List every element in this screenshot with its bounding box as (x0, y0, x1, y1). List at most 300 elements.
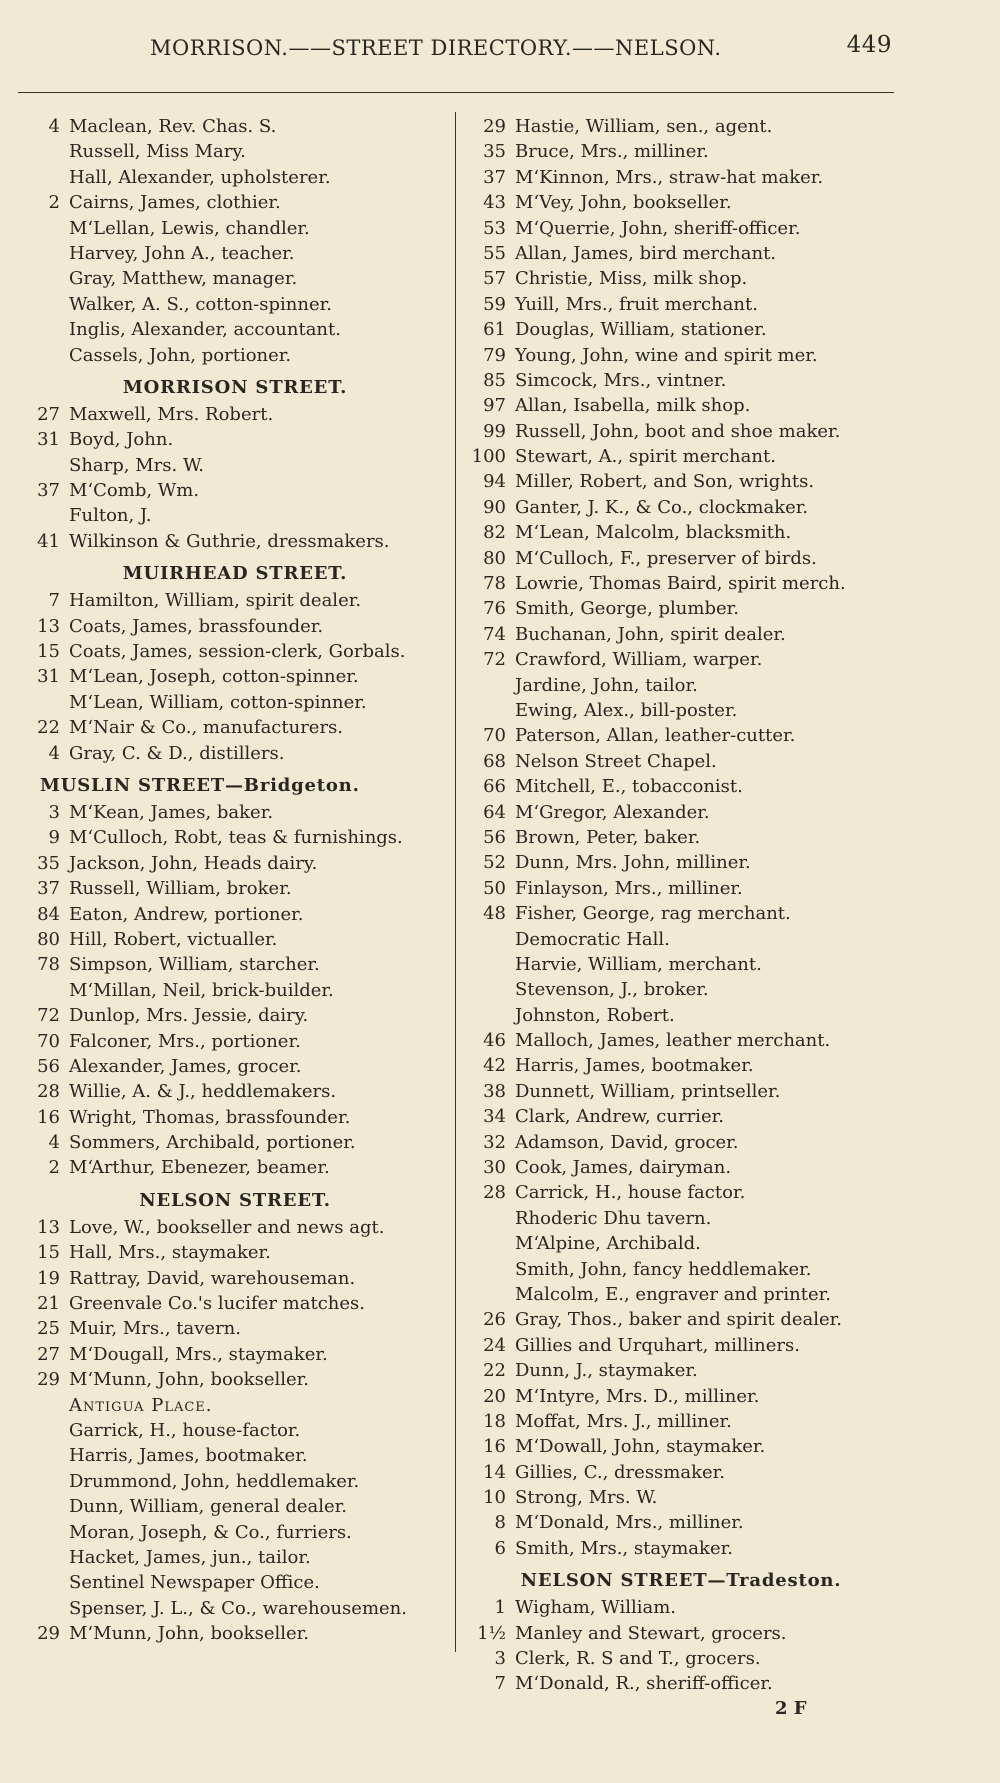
directory-entry (20, 1291, 450, 1316)
entry-text: Hall, Alexander, upholsterer. (69, 166, 331, 188)
entry-text: Finlayson, Mrs., milliner. (515, 877, 743, 899)
directory-entry (20, 1545, 450, 1570)
directory-entry (20, 876, 450, 901)
entry-text: Willie, A. & J., heddlemakers. (69, 1081, 337, 1103)
page-number: 449 (846, 32, 892, 58)
street-heading-text: MUIRHEAD STREET. (122, 563, 348, 585)
street-heading (20, 1181, 450, 1215)
entry-text: Brown, Peter, baker. (515, 826, 701, 848)
house-number: 22 (37, 717, 60, 739)
house-number: 56 (37, 1055, 60, 1077)
house-number: 37 (37, 878, 60, 900)
directory-entry (466, 317, 896, 342)
entry-text: Gray, C. & D., distillers. (69, 742, 285, 764)
entry-text: Antigua Place. (69, 1394, 213, 1416)
entry-text: Hamilton, William, spirit dealer. (69, 590, 362, 612)
directory-entry (466, 1028, 896, 1053)
entry-text: Russell, John, boot and shoe maker. (515, 420, 841, 442)
house-number: 82 (483, 522, 506, 544)
house-number: 80 (37, 928, 60, 950)
directory-entry (466, 241, 896, 266)
entry-text: Russell, William, broker. (69, 878, 292, 900)
entry-text: M‘Dowall, John, staymaker. (515, 1436, 766, 1458)
entry-text: Hacket, James, jun., tailor. (69, 1546, 311, 1568)
entry-text: Clerk, R. S and T., grocers. (515, 1648, 761, 1670)
house-number: 3 (48, 801, 60, 823)
directory-entry (466, 1409, 896, 1434)
directory-entry (466, 673, 896, 698)
house-number: 38 (483, 1080, 506, 1102)
house-number: 35 (483, 141, 506, 163)
entry-text: Walker, A. S., cotton-spinner. (69, 293, 332, 315)
directory-entry (466, 520, 896, 545)
entry-text: Simpson, William, starcher. (69, 954, 320, 976)
directory-entry (466, 368, 896, 393)
directory-entry (466, 1460, 896, 1485)
street-heading (20, 368, 450, 402)
entry-text: Rhoderic Dhu tavern. (515, 1207, 712, 1229)
directory-entry (466, 952, 896, 977)
entry-text: Gray, Matthew, manager. (69, 268, 298, 290)
entry-text: M‘Intyre, Mrs. D., milliner. (515, 1385, 760, 1407)
entry-text: M‘Comb, Wm. (69, 480, 200, 502)
directory-entry (20, 1342, 450, 1367)
house-number: 37 (483, 166, 506, 188)
entry-text: M‘Vey, John, bookseller. (515, 192, 732, 214)
directory-entry (466, 1595, 896, 1620)
house-number: 31 (37, 666, 60, 688)
entry-text: M‘Munn, John, bookseller. (69, 1369, 309, 1391)
entry-text: Ganter, J. K., & Co., clockmaker. (515, 496, 809, 518)
directory-entry (466, 139, 896, 164)
entry-text: Harris, James, bootmaker. (515, 1055, 754, 1077)
house-number: 6 (494, 1537, 506, 1559)
entry-text: Russell, Miss Mary. (69, 141, 246, 163)
directory-entry (20, 800, 450, 825)
entry-text: M‘Querrie, John, sheriff-officer. (515, 217, 801, 239)
directory-entry (466, 1130, 896, 1155)
directory-entry (466, 1646, 896, 1671)
directory-entry (466, 977, 896, 1002)
house-number: 78 (37, 954, 60, 976)
directory-entry (20, 402, 450, 427)
house-number: 64 (483, 801, 506, 823)
entry-text: Maclean, Rev. Chas. S. (69, 116, 277, 137)
house-number: 78 (483, 573, 506, 595)
entry-text: Johnston, Robert. (515, 1004, 675, 1026)
directory-entry (466, 292, 896, 317)
house-number: 100 (471, 446, 506, 468)
entry-text: Moffat, Mrs. J., milliner. (515, 1410, 732, 1432)
house-number: 22 (483, 1360, 506, 1382)
entry-text: Fulton, J. (69, 505, 152, 527)
entry-text: Democratic Hall. (515, 928, 670, 950)
house-number: 1½ (477, 1622, 506, 1644)
directory-entry (466, 1003, 896, 1028)
entry-text: M‘Millan, Neil, brick-builder. (69, 979, 334, 1001)
directory-entry (466, 1536, 896, 1561)
entry-text: Cairns, James, clothier. (69, 192, 281, 214)
house-number: 70 (483, 725, 506, 747)
directory-entry (20, 1266, 450, 1291)
entry-text: Mitchell, E., tobacconist. (515, 776, 743, 798)
directory-entry (466, 698, 896, 723)
entry-text: Gillies and Urquhart, milliners. (515, 1334, 800, 1356)
entry-text: Falconer, Mrs., portioner. (69, 1030, 301, 1052)
entry-text: Boyd, John. (69, 429, 174, 451)
entry-text: Gillies, C., dressmaker. (515, 1461, 725, 1483)
entry-text: Eaton, Andrew, portioner. (69, 903, 304, 925)
directory-entry (20, 1003, 450, 1028)
directory-entry (20, 1155, 450, 1180)
entry-text: M‘Culloch, F., preserver of birds. (515, 547, 817, 569)
entry-text: Stevenson, J., broker. (515, 979, 709, 1001)
entry-text: Wright, Thomas, brassfounder. (69, 1106, 351, 1128)
entry-text: Crawford, William, warper. (515, 649, 763, 671)
house-number: 24 (483, 1334, 506, 1356)
entry-text: Allan, James, bird merchant. (515, 242, 777, 264)
directory-entry (20, 1215, 450, 1240)
column-divider (455, 112, 456, 1652)
directory-entry (466, 1510, 896, 1535)
directory-entry (466, 850, 896, 875)
directory-entry (20, 1469, 450, 1494)
house-number: 70 (37, 1030, 60, 1052)
directory-entry (466, 800, 896, 825)
street-heading (20, 554, 450, 588)
entry-text: Buchanan, John, spirit dealer. (515, 623, 786, 645)
entry-text: Lowrie, Thomas Baird, spirit merch. (515, 573, 846, 595)
entry-text: Gray, Thos., baker and spirit dealer. (515, 1309, 842, 1331)
house-number: 90 (483, 496, 506, 518)
house-number: 1 (494, 1597, 506, 1619)
house-number: 59 (483, 293, 506, 315)
directory-entry (20, 1570, 450, 1595)
directory-entry (466, 825, 896, 850)
header-title: MORRISON.——STREET DIRECTORY.——NELSON. (150, 36, 722, 60)
directory-entry (466, 190, 896, 215)
entry-text: Jackson, John, Heads dairy. (69, 852, 318, 874)
house-number: 35 (37, 852, 60, 874)
directory-entry (20, 139, 450, 164)
entry-text: Hill, Robert, victualler. (69, 928, 278, 950)
directory-entry (20, 1443, 450, 1468)
street-heading (20, 766, 450, 800)
entry-text: Simcock, Mrs., vintner. (515, 369, 727, 391)
directory-entry (20, 1520, 450, 1545)
directory-entry (20, 343, 450, 368)
house-number: 32 (483, 1131, 506, 1153)
house-number: 13 (37, 615, 60, 637)
directory-entry (20, 1054, 450, 1079)
entry-text: Sentinel Newspaper Office. (69, 1572, 320, 1594)
directory-entry (466, 1155, 896, 1180)
house-number: 29 (37, 1623, 60, 1645)
entry-text: Christie, Miss, milk shop. (515, 268, 748, 290)
directory-entry (466, 723, 896, 748)
directory-entry (466, 596, 896, 621)
house-number: 30 (483, 1157, 506, 1179)
directory-entry (20, 1316, 450, 1341)
house-number: 15 (37, 641, 60, 663)
entry-text: Miller, Robert, and Son, wrights. (515, 471, 815, 493)
entry-text: M‘Arthur, Ebenezer, beamer. (69, 1157, 330, 1179)
entry-text: Inglis, Alexander, accountant. (69, 319, 341, 341)
entry-text: Harvey, John A., teacher. (69, 242, 295, 264)
house-number: 4 (48, 742, 60, 764)
entry-text: Drummond, John, heddlemaker. (69, 1470, 360, 1492)
directory-entry (20, 588, 450, 613)
house-number: 21 (37, 1293, 60, 1315)
house-number: 28 (37, 1081, 60, 1103)
directory-entry (20, 453, 450, 478)
directory-entry (20, 639, 450, 664)
entry-text: Douglas, William, stationer. (515, 319, 767, 341)
house-number: 41 (37, 530, 60, 552)
directory-entry (20, 190, 450, 215)
house-number: 9 (48, 827, 60, 849)
street-heading-text: MUSLIN STREET—Bridgeton. (40, 774, 360, 796)
house-number: 84 (37, 903, 60, 925)
directory-entry (466, 266, 896, 291)
directory-entry (466, 622, 896, 647)
directory-entry (466, 1333, 896, 1358)
entry-text: Yuill, Mrs., fruit merchant. (515, 293, 758, 315)
directory-entry (466, 114, 896, 139)
house-number: 97 (483, 395, 506, 417)
house-number: 66 (483, 776, 506, 798)
house-number: 4 (48, 116, 60, 137)
directory-entry (20, 292, 450, 317)
directory-entry (466, 546, 896, 571)
directory-entry (466, 1621, 896, 1646)
entry-text: Adamson, David, grocer. (515, 1131, 739, 1153)
entry-text: Allan, Isabella, milk shop. (515, 395, 751, 417)
directory-entry (466, 901, 896, 926)
directory-entry (20, 165, 450, 190)
house-number: 10 (483, 1487, 506, 1509)
directory-entry (466, 1434, 896, 1459)
house-number: 74 (483, 623, 506, 645)
left-column (20, 114, 450, 1646)
directory-entry (20, 978, 450, 1003)
entry-text: Cassels, John, portioner. (69, 344, 292, 366)
entry-text: Malloch, James, leather merchant. (515, 1030, 831, 1052)
house-number: 34 (483, 1106, 506, 1128)
directory-entry (466, 1206, 896, 1231)
directory-entry (466, 749, 896, 774)
entry-text: Dunnett, William, printseller. (515, 1080, 781, 1102)
house-number: 16 (37, 1106, 60, 1128)
entry-text: Hall, Mrs., staymaker. (69, 1242, 271, 1264)
house-number: 4 (48, 1132, 60, 1154)
house-number: 37 (37, 480, 60, 502)
entry-text: M‘Lellan, Lewis, chandler. (69, 217, 310, 239)
entry-text: Nelson Street Chapel. (515, 750, 717, 772)
signature-mark: 2 F (775, 1698, 807, 1719)
entry-text: Sharp, Mrs. W. (69, 454, 205, 476)
header-rule (18, 92, 894, 93)
directory-entry (20, 690, 450, 715)
house-number: 72 (37, 1005, 60, 1027)
directory-entry (20, 664, 450, 689)
house-number: 52 (483, 852, 506, 874)
entry-text: Garrick, H., house-factor. (69, 1419, 301, 1441)
entry-text: M‘Culloch, Robt, teas & furnishings. (69, 827, 403, 849)
entry-text: Jardine, John, tailor. (515, 674, 698, 696)
entry-text: Alexander, James, grocer. (69, 1055, 302, 1077)
house-number: 61 (483, 319, 506, 341)
directory-entry (20, 715, 450, 740)
entry-text: M‘Alpine, Archibald. (515, 1233, 701, 1255)
house-number: 57 (483, 268, 506, 290)
entry-text: Carrick, H., house factor. (515, 1182, 746, 1204)
directory-entry (466, 647, 896, 672)
house-number: 31 (37, 429, 60, 451)
house-number: 56 (483, 826, 506, 848)
entry-text: M‘Lean, Joseph, cotton-spinner. (69, 666, 359, 688)
entry-text: M‘Lean, William, cotton-spinner. (69, 691, 367, 713)
house-number: 48 (483, 903, 506, 925)
entry-text: Paterson, Allan, leather-cutter. (515, 725, 796, 747)
directory-entry (466, 774, 896, 799)
house-number: 27 (37, 403, 60, 425)
directory-entry (466, 927, 896, 952)
house-number: 2 (48, 192, 60, 214)
entry-text: Sommers, Archibald, portioner. (69, 1132, 356, 1154)
entry-text: Harris, James, bootmaker. (69, 1445, 308, 1467)
entry-text: Dunn, Mrs. John, milliner. (515, 852, 751, 874)
directory-entry (20, 851, 450, 876)
directory-entry (20, 902, 450, 927)
entry-text: M‘Kinnon, Mrs., straw-hat maker. (515, 166, 824, 188)
house-number: 72 (483, 649, 506, 671)
directory-entry (466, 1104, 896, 1129)
house-number: 80 (483, 547, 506, 569)
directory-entry (20, 1029, 450, 1054)
house-number: 76 (483, 598, 506, 620)
house-number: 55 (483, 242, 506, 264)
running-header (0, 32, 1000, 72)
entry-text: M‘Lean, Malcolm, blacksmith. (515, 522, 792, 544)
house-number: 15 (37, 1242, 60, 1264)
house-number: 29 (37, 1369, 60, 1391)
directory-entry (20, 1367, 450, 1392)
directory-entry (466, 1282, 896, 1307)
right-column (466, 114, 896, 1697)
directory-entry (20, 825, 450, 850)
entry-text: Smith, George, plumber. (515, 598, 739, 620)
directory-entry (466, 165, 896, 190)
directory-entry (466, 876, 896, 901)
entry-text: Ewing, Alex., bill-poster. (515, 699, 738, 721)
directory-entry (466, 419, 896, 444)
directory-entry (466, 1180, 896, 1205)
entry-text: Stewart, A., spirit merchant. (515, 446, 776, 468)
directory-entry (466, 1358, 896, 1383)
entry-text: Clark, Andrew, currier. (515, 1106, 724, 1128)
entry-text: Manley and Stewart, grocers. (515, 1622, 787, 1644)
street-heading-text: NELSON STREET. (139, 1189, 331, 1211)
directory-entry (20, 427, 450, 452)
house-number: 94 (483, 471, 506, 493)
directory-entry (20, 1130, 450, 1155)
directory-entry (466, 495, 896, 520)
entry-text: Bruce, Mrs., milliner. (515, 141, 709, 163)
entry-text: M‘Kean, James, baker. (69, 801, 274, 823)
entry-text: Malcolm, E., engraver and printer. (515, 1283, 831, 1305)
entry-text: M‘Dougall, Mrs., staymaker. (69, 1343, 328, 1365)
directory-entry (20, 317, 450, 342)
directory-entry (466, 216, 896, 241)
directory-entry (20, 1079, 450, 1104)
entry-text: Moran, Joseph, & Co., furriers. (69, 1521, 352, 1543)
entry-text: Wilkinson & Guthrie, dressmakers. (69, 530, 390, 552)
entry-text: Rattray, David, warehouseman. (69, 1267, 356, 1289)
entry-text: M‘Munn, John, bookseller. (69, 1623, 309, 1645)
directory-entry (466, 1053, 896, 1078)
house-number: 99 (483, 420, 506, 442)
house-number: 68 (483, 750, 506, 772)
entry-text: Coats, James, session-clerk, Gorbals. (69, 641, 406, 663)
house-number: 14 (483, 1461, 506, 1483)
house-number: 42 (483, 1055, 506, 1077)
entry-text: Smith, John, fancy heddlemaker. (515, 1258, 812, 1280)
house-number: 8 (494, 1512, 506, 1534)
directory-entry (20, 266, 450, 291)
entry-text: Greenvale Co.'s lucifer matches. (69, 1293, 365, 1315)
house-number: 28 (483, 1182, 506, 1204)
entry-text: Young, John, wine and spirit mer. (515, 344, 818, 366)
directory-entry (466, 393, 896, 418)
house-number: 85 (483, 369, 506, 391)
house-number: 27 (37, 1343, 60, 1365)
entry-text: Harvie, William, merchant. (515, 953, 762, 975)
directory-entry (20, 503, 450, 528)
house-number: 29 (483, 116, 506, 137)
entry-text: M‘Gregor, Alexander. (515, 801, 710, 823)
entry-text: Wigham, William. (515, 1597, 677, 1619)
entry-text: M‘Donald, Mrs., milliner. (515, 1512, 744, 1534)
directory-entry (20, 478, 450, 503)
house-number: 79 (483, 344, 506, 366)
entry-text: Dunn, J., staymaker. (515, 1360, 698, 1382)
directory-entry (466, 343, 896, 368)
directory-entry (20, 1240, 450, 1265)
directory-entry (466, 1671, 896, 1696)
directory-entry (20, 1596, 450, 1621)
entry-text: Dunn, William, general dealer. (69, 1496, 348, 1518)
directory-entry (20, 952, 450, 977)
directory-entry (466, 1079, 896, 1104)
place-subheading (20, 1393, 450, 1418)
house-number: 18 (483, 1410, 506, 1432)
entry-text: Cook, James, dairyman. (515, 1157, 732, 1179)
house-number: 3 (494, 1648, 506, 1670)
directory-entry (20, 614, 450, 639)
directory-entry (466, 444, 896, 469)
street-heading-text: NELSON STREET—Tradeston. (520, 1570, 842, 1592)
entry-text: Dunlop, Mrs. Jessie, dairy. (69, 1005, 309, 1027)
house-number: 7 (494, 1673, 506, 1695)
directory-entry (466, 1231, 896, 1256)
directory-entry (466, 1384, 896, 1409)
directory-entry (20, 927, 450, 952)
entry-text: Coats, James, brassfounder. (69, 615, 324, 637)
directory-entry (20, 241, 450, 266)
house-number: 43 (483, 192, 506, 214)
house-number: 50 (483, 877, 506, 899)
